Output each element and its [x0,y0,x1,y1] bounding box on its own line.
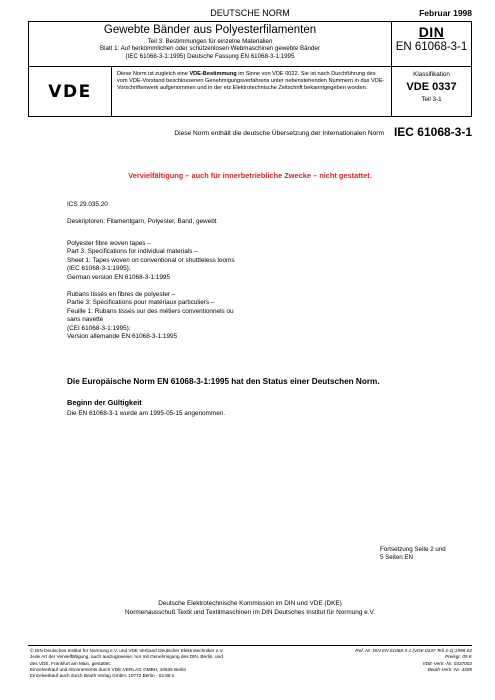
copyright-line: Jede Art der Vervielfältigung, auch auszugsweise, nur mit Genehmigung des DIN, Berlin, und [30,654,223,660]
vde-statement-start: Diese Norm ist zugleich eine [117,71,190,77]
classification-block [392,67,471,116]
english-title-line: (IEC 61068-3-1:1995); [67,265,131,273]
subtitle-line: Blatt 1: Auf herkömmlichen oder schützenlosen Webmaschinen gewebte Bänder [99,45,320,53]
copyright-line: Einzelverkauf und Abonnements durch VDE-VERLAG GMBH, 10625 Berlin [30,666,187,672]
copyright-footer [30,648,310,679]
copyright-line: Einzelverkauf auch durch Beuth Verlag GmbH, 10772 Berlin · 02.98 s [30,673,175,679]
classification-label: Klassifikation [413,71,450,78]
reference-footer [312,648,472,673]
logo-divider [111,66,112,116]
french-title-line: Version allemande EN 61068-3-1:1995 [67,333,178,341]
continuation-line: Fortsetzung Seite 2 und [380,546,446,553]
reference-line: VDE-Vertr.-Nr. 0337002 [422,660,472,666]
english-title-line: German version EN 61068-3-1:1995 [67,273,171,281]
ics-code: ICS 29.035.20 [67,201,108,208]
document-title: Gewebte Bänder aus Polyesterfilamenten [103,24,317,36]
french-title-line: Rubans tissés en fibres de polyester – [67,291,176,298]
reference-line: Beuth-Vertr.-Nr. 3305 [427,666,472,672]
vde-logo-cell [29,67,111,116]
iec-number: IEC 61068-3-1 [393,125,472,139]
din-block [392,22,471,66]
validity-text: Die EN 61068-3-1 wurde am 1995-05-15 angenommen. [67,410,226,417]
copy-warning: Vervielfältigung – auch für innerbetriebliche Zwecke – nicht gestattet. [128,171,372,180]
translation-text: Diese Norm enthält die deutsche Übersetzung der Internationalen Norm [174,130,384,137]
descriptors: Deskriptoren: Filamentgarn, Polyester, Band, gewebt [67,218,217,225]
eu-status-statement: Die Europäische Norm EN 61068-3-1:1995 hat den Status einer Deutschen Norm. [67,377,380,386]
copyright-line: des VDE, Frankfurt am Main, gestattet. [30,660,112,666]
vde-logo: VDE [48,81,92,102]
norm-type-label: DEUTSCHE NORM [210,8,290,18]
publication-date: Februar 1998 [419,8,472,18]
english-title-line: Part 3: Specifications for individual materials – [67,248,198,256]
vde-statement-bold: VDE-Bestimmung [189,71,237,77]
french-title [67,291,234,341]
subtitle-line: (IEC 61068-3-1:1995) Deutsche Fassung EN 61068-3-1:1995 [125,52,295,60]
french-title-line: Feuille 1: Rubans tissés sur des métiers conventionnels ou [67,307,234,315]
subtitle-line: Teil 3: Bestimmungen für einzelne Materialien [147,38,273,45]
french-title-line: sans navette [67,316,104,324]
document-subtitle [29,38,391,60]
committee-line: Normenausschuß Textil und Textilmaschinen im DIN Deutsches Institut für Normung e.V. [125,608,375,616]
din-logo: DIN [418,24,445,40]
classification-part: Teil 3-1 [421,96,442,103]
english-title-line: Sheet 1: Tapes woven on conventional or shuttleless looms [67,256,235,264]
reference-line: Preisgr. 05 K [445,654,472,660]
reference-line: Ref. Nr. DIN EN 61068-3-1 (VDE 0337 Teil 3-1):1998-02 [355,648,472,653]
translation-line [28,125,472,141]
committee-names [28,600,472,617]
vde-statement [117,71,387,91]
continuation-line: 5 Seiten EN [380,554,414,562]
validity-heading: Beginn der Gültigkeit [67,398,142,407]
top-bar [28,8,472,19]
classification-vde-number: VDE 0337 [406,81,457,93]
copyright-line: © DIN Deutsches Institut für Normung e.V. und VDE Verband Deutscher Elektrotechniker e.V. [30,648,224,653]
english-title [67,240,235,282]
committee-line: Deutsche Elektrotechnische Kommission im DIN und VDE (DKE) [158,600,342,607]
title-block [29,22,391,66]
din-number: EN 61068-3-1 [395,41,468,53]
french-title-line: Partie 3: Spécifications pour matériaux particuliers – [67,299,215,307]
english-title-line: Polyester fibre woven tapes – [67,240,151,247]
french-title-line: (CEI 61068-3-1:1995); [67,324,131,332]
header-table [28,21,472,117]
vde-statement-end: im Sinne von VDE 0022. Sie ist nach Durchführung des vom VDE-Vorstand beschlossenen Genehmigungsverfahrens unter nebenstehenden Nummern in das VDE-Vorschriftenwerk aufgenommen und in der etz Elektrotechnische Zeitschrift bekanntgegeben worden. [117,71,385,91]
footer-divider [28,645,472,646]
continuation-note [380,546,446,563]
